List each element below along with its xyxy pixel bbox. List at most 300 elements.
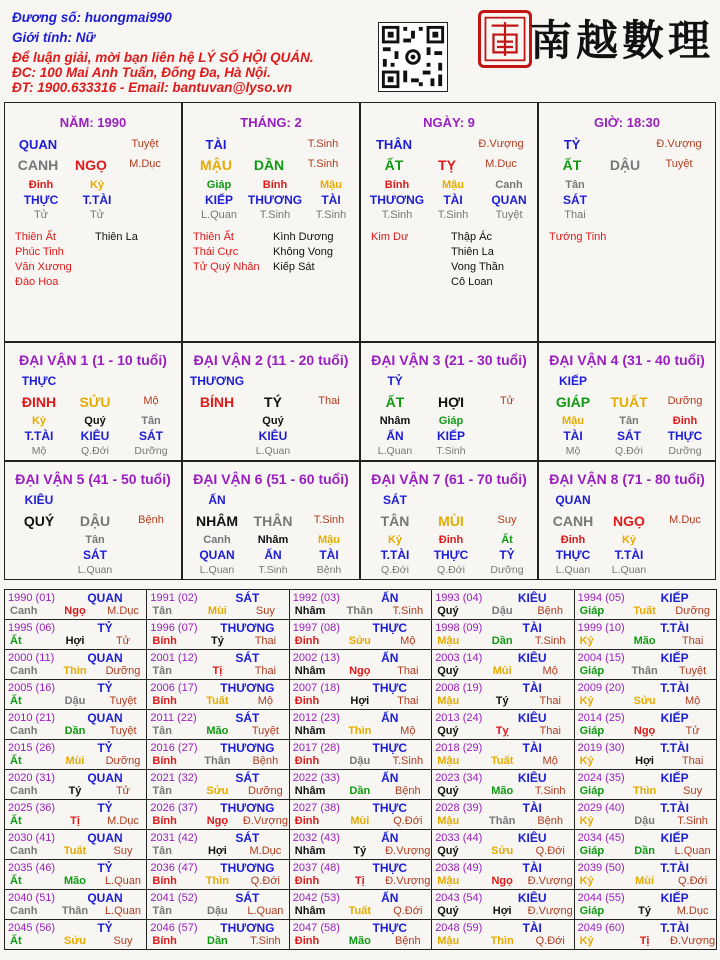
annual-year: 2035 (46) [8, 862, 56, 874]
annual-god: T.TÀI [660, 921, 689, 935]
annual-cell [431, 769, 574, 800]
annual-phase: M.Dục [249, 845, 282, 857]
annual-phase: Bệnh [394, 935, 421, 947]
dai-van-hidden-god: THỰC [667, 429, 703, 443]
star-right: Không Vong [273, 246, 333, 258]
dai-van-branch: HỢI [438, 394, 464, 410]
dai-van-hidden-stem: Kỷ [31, 415, 47, 427]
dai-van-hidden-stem: Kỷ [621, 534, 637, 546]
annual-god: THƯƠNG [220, 681, 275, 695]
dai-van-hidden-stem: Nhâm [379, 415, 411, 427]
annual-branch: Mão [206, 725, 229, 737]
annual-branch: Thìn [348, 725, 372, 737]
dai-van-phase: Suy [497, 514, 517, 526]
annual-god: TỶ [97, 621, 113, 635]
dai-van-cell [182, 342, 360, 461]
annual-god: THỰC [372, 621, 408, 635]
annual-god: TÀI [522, 681, 542, 695]
dai-van-hidden-stem: Kỷ [387, 534, 403, 546]
annual-stem: Bính [152, 875, 177, 887]
annual-branch: Mùi [492, 665, 512, 677]
dai-van-hidden-stem: Tân [85, 534, 105, 546]
pillar-cell [182, 102, 360, 342]
dai-van-hidden-phase: T.Sinh [258, 564, 288, 576]
annual-god: T.TÀI [660, 861, 689, 875]
annual-stem: Bính [152, 635, 177, 647]
annual-phase: Bệnh [537, 605, 564, 617]
annual-cell [574, 829, 717, 860]
annual-year: 2032 (43) [292, 832, 340, 844]
annual-cell [574, 679, 717, 710]
dai-van-hidden-stem: Ất [501, 534, 513, 546]
annual-year: 1994 (05) [577, 592, 625, 604]
annual-branch: Thân [489, 815, 516, 827]
annual-stem: Tân [152, 725, 172, 737]
annual-stem: Ất [10, 695, 22, 707]
annual-phase: T.Sinh [677, 815, 708, 827]
dai-van-stem: BÍNH [199, 394, 235, 410]
heavenly-stem: MẬU [200, 157, 232, 173]
dai-van-hidden-phase: Q.Đới [437, 564, 465, 576]
heavenly-stem: CANH [17, 157, 59, 173]
annual-phase: Dưỡng [675, 605, 710, 617]
dai-van-cell [538, 342, 716, 461]
annual-stem: Quý [437, 605, 459, 617]
dai-van-god: KIẾP [558, 374, 587, 388]
annual-god: THỰC [372, 861, 408, 875]
annual-year: 2044 (55) [577, 892, 625, 904]
annual-branch: Thân [61, 905, 89, 917]
hidden-stem: Mậu [442, 179, 464, 191]
annual-god: ẤN [381, 651, 399, 665]
annual-stem: Canh [10, 845, 38, 857]
annual-year: 2005 (16) [8, 682, 56, 694]
annual-branch: Sửu [206, 785, 229, 797]
hidden-god: THƯƠNG [369, 193, 425, 207]
pillar-god: TÀI [205, 137, 227, 152]
annual-god: SÁT [235, 771, 260, 785]
annual-cell [4, 829, 147, 860]
annual-stem: Canh [10, 785, 38, 797]
annual-branch: Sửu [491, 845, 514, 857]
annual-phase: Thai [254, 665, 277, 677]
annual-phase: M.Dục [107, 605, 139, 617]
annual-year: 2003 (14) [435, 652, 483, 664]
annual-stem: Kỷ [579, 635, 594, 647]
dai-van-hidden-god: ẤN [386, 429, 404, 443]
hidden-god: THỰC [23, 193, 59, 207]
annual-stem: Nhâm [294, 785, 326, 797]
annual-branch: Dần [634, 845, 655, 857]
dai-van-phase: Dưỡng [667, 395, 703, 407]
annual-cell [146, 619, 289, 650]
annual-stem: Mậu [437, 695, 460, 707]
dai-van-branch: NGỌ [613, 513, 645, 529]
annual-phase: Q.Đới [393, 815, 423, 827]
dai-van-hidden-phase: Mộ [31, 445, 47, 457]
annual-phase: Thai [397, 695, 419, 707]
brand-logo: 南越數理 [530, 16, 715, 65]
annual-branch: Mùi [350, 815, 370, 827]
dai-van-cell [360, 342, 538, 461]
annual-branch: Tị [639, 935, 650, 947]
annual-year: 2016 (27) [150, 742, 198, 754]
hidden-phase: Tuyệt [495, 209, 523, 221]
annual-god: TÀI [522, 861, 542, 875]
annual-year: 2029 (40) [577, 802, 625, 814]
annual-year: 1997 (08) [292, 622, 340, 634]
annual-stem: Kỷ [579, 815, 594, 827]
dai-van-hidden-phase: Q.Đới [381, 564, 409, 576]
star-left: Phúc Tinh [15, 246, 64, 258]
star-left: Đào Hoa [15, 276, 59, 288]
annual-branch: Dậu [634, 815, 655, 827]
hidden-stem: Giáp [206, 179, 232, 191]
annual-phase: Bệnh [537, 815, 564, 827]
annual-god: KIẾP [660, 891, 689, 905]
annual-stem: Ất [10, 935, 22, 947]
annual-cell [574, 589, 717, 620]
annual-phase: T.Sinh [250, 935, 281, 947]
annual-stem: Tân [152, 785, 172, 797]
annual-stem: Quý [437, 665, 459, 677]
star-right: Thập Ác [451, 231, 492, 243]
dai-van-hidden-phase: T.Sinh [436, 445, 466, 457]
pillar-phase: M.Dục [129, 158, 161, 170]
annual-year: 2034 (45) [577, 832, 625, 844]
annual-god: ẤN [381, 831, 399, 845]
dai-van-hidden-phase: L.Quan [255, 445, 291, 457]
dai-van-branch: TÝ [264, 394, 282, 410]
annual-god: THƯƠNG [220, 921, 275, 935]
annual-stem: Bính [152, 815, 177, 827]
hidden-stem: Canh [495, 179, 523, 191]
annual-stem: Đinh [294, 815, 320, 827]
annual-branch: Ngọ [349, 665, 371, 677]
annual-phase: Suy [113, 845, 133, 857]
hidden-phase: T.Sinh [437, 209, 469, 221]
annual-year: 2027 (38) [292, 802, 340, 814]
annual-stem: Đinh [294, 695, 320, 707]
annual-cell [431, 889, 574, 920]
dai-van-title: ĐẠI VẬN 3 (21 - 30 tuổi) [371, 352, 527, 368]
annual-god: TỶ [97, 741, 113, 755]
dai-van-hidden-phase: L.Quan [555, 564, 591, 576]
dai-van-hidden-phase: L.Quan [377, 445, 413, 457]
annual-branch: Thân [346, 605, 373, 617]
annual-god: KIẾP [660, 831, 689, 845]
annual-cell [4, 859, 147, 890]
annual-branch: Tý [68, 785, 82, 797]
annual-god: ẤN [381, 711, 399, 725]
annual-god: KIẾP [660, 771, 689, 785]
annual-god: SÁT [235, 891, 260, 905]
annual-phase: Thai [254, 635, 277, 647]
annual-year: 1991 (02) [150, 592, 198, 604]
hidden-god: TÀI [321, 193, 341, 207]
annual-god: T.TÀI [660, 801, 689, 815]
annual-stem: Nhâm [294, 845, 326, 857]
annual-phase: Tử [685, 725, 700, 737]
annual-year: 2049 (60) [577, 922, 625, 934]
annual-cell [574, 619, 717, 650]
annual-phase: Mộ [400, 635, 416, 647]
dai-van-hidden-stem: Đinh [672, 415, 698, 427]
annual-god: THỰC [372, 921, 408, 935]
annual-god: THỰC [372, 741, 408, 755]
annual-stem: Ất [10, 815, 22, 827]
annual-phase: Suy [113, 935, 133, 947]
annual-year: 1995 (06) [8, 622, 56, 634]
dai-van-hidden-stem: Mậu [318, 534, 340, 546]
annual-god: TÀI [522, 741, 542, 755]
annual-branch: Hợi [207, 845, 227, 857]
pillar-title: NGÀY: 9 [423, 115, 475, 130]
annual-phase: Tuyệt [679, 665, 707, 677]
annual-cell [574, 889, 717, 920]
dai-van-hidden-god: T.TÀI [380, 548, 410, 562]
dai-van-branch: DẬU [79, 513, 111, 529]
annual-branch: Sửu [633, 695, 656, 707]
hidden-stem: Kỷ [89, 179, 105, 191]
annual-year: 2002 (13) [292, 652, 340, 664]
dai-van-hidden-stem: Quý [84, 415, 106, 427]
star-left: Văn Xương [15, 261, 72, 273]
annual-cell [574, 919, 717, 950]
annual-stem: Bính [152, 695, 177, 707]
annual-year: 2020 (31) [8, 772, 56, 784]
annual-phase: Q.Đới [393, 905, 423, 917]
annual-stem: Quý [437, 785, 459, 797]
hidden-phase: T.Sinh [315, 209, 347, 221]
dai-van-stem: TÂN [380, 513, 410, 529]
annual-year: 2036 (47) [150, 862, 198, 874]
annual-god: QUAN [87, 591, 123, 605]
annual-year: 2022 (33) [292, 772, 340, 784]
annual-cell [146, 679, 289, 710]
hidden-god: QUAN [491, 193, 527, 207]
dai-van-branch: MÙI [438, 513, 464, 529]
annual-cell [4, 589, 147, 620]
annual-year: 2028 (39) [435, 802, 483, 814]
hidden-stem: Đinh [28, 179, 54, 191]
dai-van-phase: Thai [318, 395, 340, 407]
annual-year: 2010 (21) [8, 712, 56, 724]
annual-stem: Canh [10, 665, 38, 677]
dai-van-stem: ẤT [385, 394, 405, 410]
annual-stem: Kỷ [579, 875, 594, 887]
annual-god: KIẾP [660, 591, 689, 605]
contact-note: Để luận giải, mời bạn liên hệ LÝ SỐ HỘI QUÁN. [12, 50, 314, 65]
annual-branch: Tuất [206, 695, 229, 707]
earthly-branch: NGỌ [75, 157, 107, 173]
annual-phase: Dưỡng [248, 785, 283, 797]
annual-phase: Dưỡng [105, 665, 141, 677]
annual-phase: Đ.Vượng [385, 875, 431, 887]
pillar-title: THÁNG: 2 [240, 115, 302, 130]
dai-van-hidden-stem: Giáp [438, 415, 464, 427]
dai-van-title: ĐẠI VẬN 6 (51 - 60 tuổi) [193, 471, 349, 487]
annual-branch: Dần [349, 785, 371, 797]
annual-god: QUAN [87, 711, 123, 725]
pillar-cell [4, 102, 182, 342]
hidden-god: SÁT [563, 193, 587, 207]
annual-year: 2038 (49) [435, 862, 483, 874]
annual-phase: L.Quan [104, 875, 142, 887]
annual-cell [431, 679, 574, 710]
annual-cell [4, 709, 147, 740]
star-left: Kim Dư [371, 231, 409, 243]
annual-stem: Nhâm [294, 605, 326, 617]
pillar-cell [360, 102, 538, 342]
annual-phase: Mộ [684, 695, 701, 707]
annual-cell [574, 859, 717, 890]
hidden-phase: L.Quan [200, 209, 238, 221]
dai-van-hidden-god: KIÊU [80, 429, 110, 443]
annual-branch: Tỵ [495, 725, 509, 737]
star-right: Kình Dương [273, 231, 334, 243]
annual-god: THƯƠNG [220, 801, 275, 815]
annual-cell [431, 649, 574, 680]
annual-year: 1998 (09) [435, 622, 483, 634]
annual-branch: Tý [353, 845, 367, 857]
annual-branch: Thân [631, 665, 658, 677]
annual-phase: Thai [681, 635, 704, 647]
annual-cell [431, 919, 574, 950]
annual-phase: T.Sinh [534, 785, 566, 797]
annual-stem: Giáp [579, 725, 605, 737]
annual-stem: Đinh [294, 935, 320, 947]
dai-van-cell [4, 342, 182, 461]
annual-branch: Hợi [492, 905, 512, 917]
annual-god: KIẾP [660, 651, 689, 665]
annual-stem: Kỷ [579, 695, 594, 707]
dai-van-hidden-god: THỰC [555, 548, 591, 562]
annual-branch: Dần [491, 635, 513, 647]
annual-cell [146, 769, 289, 800]
annual-cell [289, 889, 432, 920]
dai-van-title: ĐẠI VẬN 4 (31 - 40 tuổi) [549, 352, 705, 368]
dai-van-branch: THÂN [253, 513, 293, 529]
dai-van-hidden-god: TÀI [319, 548, 339, 562]
dai-van-hidden-stem: Đinh [560, 534, 586, 546]
annual-god: T.TÀI [660, 681, 689, 695]
earthly-branch: TỴ [438, 157, 456, 173]
annual-year: 1993 (04) [435, 592, 483, 604]
annual-year: 2017 (28) [292, 742, 340, 754]
dai-van-cell [4, 461, 182, 580]
annual-god: QUAN [87, 831, 123, 845]
annual-year: 2024 (35) [577, 772, 625, 784]
annual-stem: Ất [10, 875, 22, 887]
annual-god: KIẾP [660, 711, 689, 725]
annual-phase: Đ.Vượng [385, 845, 431, 857]
annual-year: 2009 (20) [577, 682, 625, 694]
annual-god: THƯƠNG [220, 741, 275, 755]
annual-phase: L.Quan [104, 905, 142, 917]
annual-cell [289, 709, 432, 740]
annual-god: KIÊU [517, 891, 547, 905]
annual-year: 2011 (22) [150, 712, 197, 724]
dai-van-god: QUAN [555, 493, 591, 507]
annual-branch: Dần [207, 935, 228, 947]
dai-van-hidden-phase: Bệnh [316, 564, 342, 576]
dai-van-branch: SỬU [79, 394, 111, 410]
annual-year: 2042 (53) [292, 892, 340, 904]
annual-phase: Thai [539, 725, 561, 737]
annual-cell [574, 649, 717, 680]
dai-van-hidden-stem: Nhâm [257, 534, 289, 546]
annual-year: 2026 (37) [150, 802, 198, 814]
star-right: Cô Loan [451, 276, 493, 288]
dai-van-hidden-phase: Q.Đới [615, 445, 643, 457]
annual-branch: Tý [210, 635, 224, 647]
dai-van-god: SÁT [383, 493, 407, 507]
annual-god: KIÊU [517, 651, 547, 665]
earthly-branch: DẬU [609, 157, 641, 173]
dai-van-hidden-god: SÁT [617, 429, 641, 443]
annual-phase: T.Sinh [392, 755, 424, 767]
annual-cell [574, 769, 717, 800]
dai-van-hidden-stem: Canh [203, 534, 231, 546]
dai-van-hidden-phase: L.Quan [77, 564, 113, 576]
annual-year: 2041 (52) [150, 892, 198, 904]
dai-van-hidden-god: TỶ [499, 548, 515, 562]
annual-god: ẤN [381, 891, 399, 905]
annual-branch: Thìn [632, 785, 657, 797]
annual-phase: Mộ [542, 755, 558, 767]
annual-cell [146, 799, 289, 830]
annual-year: 1999 (10) [577, 622, 625, 634]
dai-van-god: THƯƠNG [189, 374, 245, 388]
annual-cell [4, 679, 147, 710]
annual-cell [146, 649, 289, 680]
annual-phase: Thai [397, 665, 419, 677]
annual-cell [289, 829, 432, 860]
annual-branch: Ngọ [64, 605, 86, 617]
annual-branch: Mùi [207, 605, 227, 617]
dai-van-hidden-god: ẤN [264, 548, 282, 562]
annual-phase: Mộ [400, 725, 416, 737]
annual-phase: T.Sinh [534, 635, 566, 647]
annual-stem: Giáp [579, 605, 605, 617]
annual-phase: Dưỡng [105, 755, 141, 767]
annual-stem: Tân [152, 905, 172, 917]
annual-stem: Mậu [437, 635, 460, 647]
annual-year: 2013 (24) [435, 712, 483, 724]
annual-phase: Bệnh [252, 755, 279, 767]
annual-cell [574, 739, 717, 770]
dai-van-god: KIÊU [24, 493, 54, 507]
earthly-branch: DẦN [253, 157, 285, 173]
annual-stem: Giáp [579, 785, 605, 797]
annual-god: SÁT [235, 591, 260, 605]
annual-branch: Hợi [350, 695, 370, 707]
dai-van-hidden-stem: Tân [141, 415, 161, 427]
annual-branch: Hợi [65, 635, 85, 647]
dai-van-hidden-phase: Q.Đới [81, 445, 109, 457]
annual-year: 2039 (50) [577, 862, 625, 874]
hidden-phase: T.Sinh [381, 209, 413, 221]
annual-phase: Tuyệt [251, 725, 279, 737]
annual-branch: Hợi [635, 755, 654, 767]
hidden-stem: Tân [565, 179, 585, 191]
dai-van-cell [360, 461, 538, 580]
dai-van-hidden-god: T.TÀI [24, 429, 54, 443]
annual-stem: Mậu [437, 815, 460, 827]
annual-phase: M.Dục [676, 905, 709, 917]
annual-stem: Bính [152, 755, 177, 767]
